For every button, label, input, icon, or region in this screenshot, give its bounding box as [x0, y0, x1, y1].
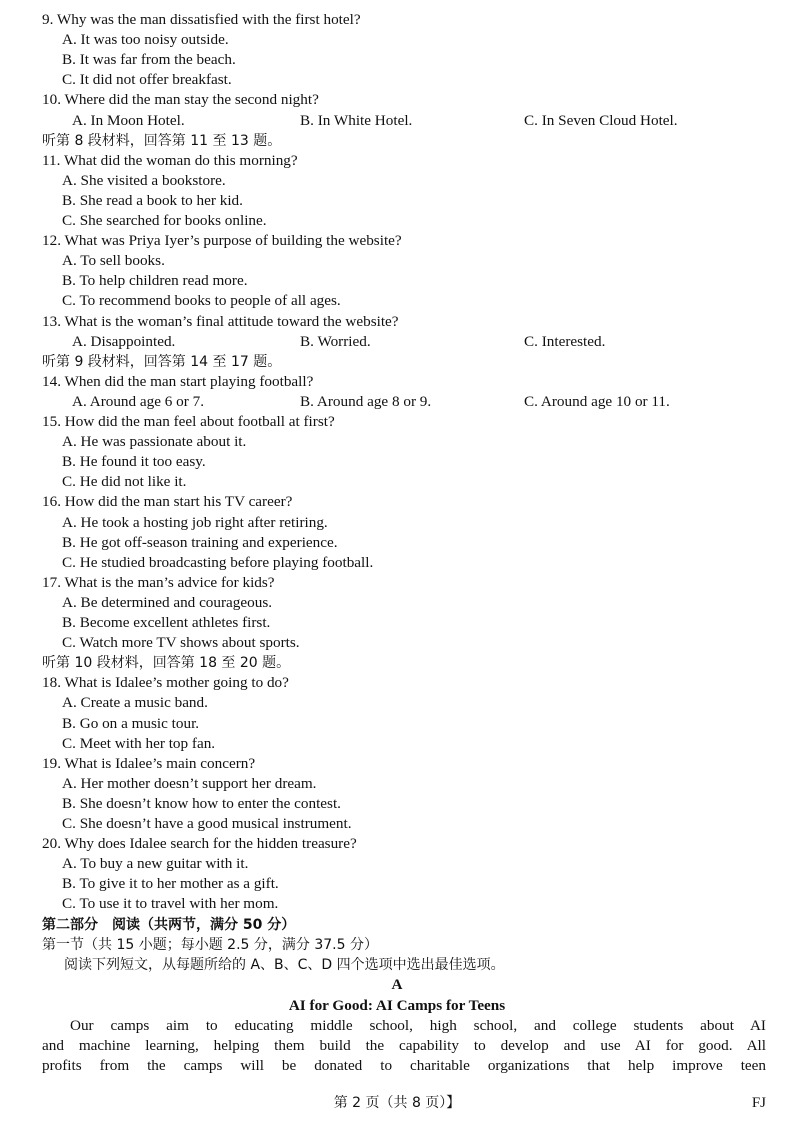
- question-text: 12. What was Priya Iyer’s purpose of building the website?: [42, 232, 402, 250]
- option-c: C. He studied broadcasting before playing football.: [62, 553, 374, 571]
- part-heading: 第二部分 阅读（共两节，满分 50 分）: [42, 916, 296, 933]
- passage-line: Our camps aim to educating middle school, high school, and college students about AI: [70, 1017, 766, 1034]
- option-b: B. Become excellent athletes first.: [62, 614, 271, 631]
- option-b: B. In White Hotel.: [300, 111, 413, 129]
- option-c: C. She doesn’t have a good musical instrument.: [62, 815, 352, 832]
- option-a: A. He took a hosting job right after retiring.: [62, 513, 328, 531]
- option-c: C. To use it to travel with her mom.: [62, 895, 279, 913]
- option-c: C. He did not like it.: [62, 473, 187, 491]
- question-text: 17. What is the man’s advice for kids?: [42, 573, 275, 591]
- page-footer: [0, 1093, 794, 1113]
- section-heading: 听第 8 段材料，回答第 11 至 13 题。: [42, 132, 282, 149]
- page-number: 第 2 页（共 8 页）】: [333, 1095, 461, 1111]
- passage-line: profits from the camps will be donated to charitable organizations that help improve teen: [42, 1057, 766, 1075]
- option-c: C. In Seven Cloud Hotel.: [524, 111, 678, 129]
- question-text: 11. What did the woman do this morning?: [42, 151, 298, 169]
- option-row: [0, 111, 794, 131]
- option-a: A. He was passionate about it.: [62, 433, 247, 451]
- option-c: C. It did not offer breakfast.: [62, 71, 232, 89]
- option-a: A. Create a music band.: [62, 694, 208, 712]
- option-a: A. She visited a bookstore.: [62, 171, 226, 189]
- option-b: B. It was far from the beach.: [62, 51, 236, 69]
- region-code: FJ: [751, 1095, 766, 1111]
- option-b: B. He found it too easy.: [62, 453, 206, 471]
- section-heading: 听第 10 段材料，回答第 18 至 20 题。: [42, 655, 291, 672]
- option-b: B. He got off-season training and experience.: [62, 533, 338, 551]
- option-c: C. Interested.: [524, 332, 606, 350]
- option-a: A. To sell books.: [62, 252, 165, 270]
- option-c: C. Meet with her top fan.: [62, 734, 216, 752]
- option-a: A. Around age 6 or 7.: [72, 392, 205, 410]
- option-a: A. Be determined and courageous.: [62, 593, 273, 611]
- section-heading: 第一节（共 15 小题；每小题 2.5 分，满分 37.5 分）: [42, 936, 378, 953]
- option-b: B. She read a book to her kid.: [62, 191, 243, 209]
- option-row: [0, 332, 794, 352]
- question-text: 18. What is Idalee’s mother going to do?: [42, 674, 289, 692]
- option-a: A. In Moon Hotel.: [72, 111, 185, 129]
- option-b: B. Around age 8 or 9.: [300, 392, 432, 410]
- question-text: 19. What is Idalee’s main concern?: [42, 754, 256, 772]
- question-text: 10. Where did the man stay the second night?: [42, 91, 319, 109]
- passage-letter: A: [391, 975, 403, 993]
- option-a: A. Her mother doesn’t support her dream.: [62, 774, 317, 792]
- option-c: C. Watch more TV shows about sports.: [62, 634, 300, 652]
- option-c: C. To recommend books to people of all ages.: [62, 292, 341, 310]
- option-a: A. It was too noisy outside.: [62, 31, 229, 49]
- passage-title: AI for Good: AI Camps for Teens: [288, 996, 506, 1014]
- option-b: B. To give it to her mother as a gift.: [62, 875, 279, 893]
- option-row: [0, 392, 794, 412]
- option-b: B. Go on a music tour.: [62, 714, 200, 732]
- option-b: B. She doesn’t know how to enter the contest.: [62, 794, 341, 812]
- question-text: 16. How did the man start his TV career?: [42, 493, 293, 511]
- question-text: 13. What is the woman’s final attitude toward the website?: [42, 312, 399, 330]
- question-text: 14. When did the man start playing football?: [42, 372, 314, 390]
- option-a: A. Disappointed.: [72, 332, 176, 350]
- passage-line: and machine learning, helping them build the capability to develop and use AI for good. All: [42, 1037, 766, 1055]
- option-a: A. To buy a new guitar with it.: [62, 855, 249, 873]
- instruction-text: 阅读下列短文，从每题所给的 A、B、C、D 四个选项中选出最佳选项。: [64, 956, 505, 973]
- question-text: 9. Why was the man dissatisfied with the first hotel?: [42, 11, 361, 28]
- section-heading: 听第 9 段材料，回答第 14 至 17 题。: [42, 353, 282, 370]
- option-c: C. She searched for books online.: [62, 212, 267, 229]
- question-text: 15. How did the man feel about football at first?: [42, 413, 335, 430]
- option-c: C. Around age 10 or 11.: [524, 392, 670, 410]
- option-b: B. Worried.: [300, 332, 371, 350]
- option-b: B. To help children read more.: [62, 272, 248, 290]
- question-text: 20. Why does Idalee search for the hidden treasure?: [42, 835, 357, 853]
